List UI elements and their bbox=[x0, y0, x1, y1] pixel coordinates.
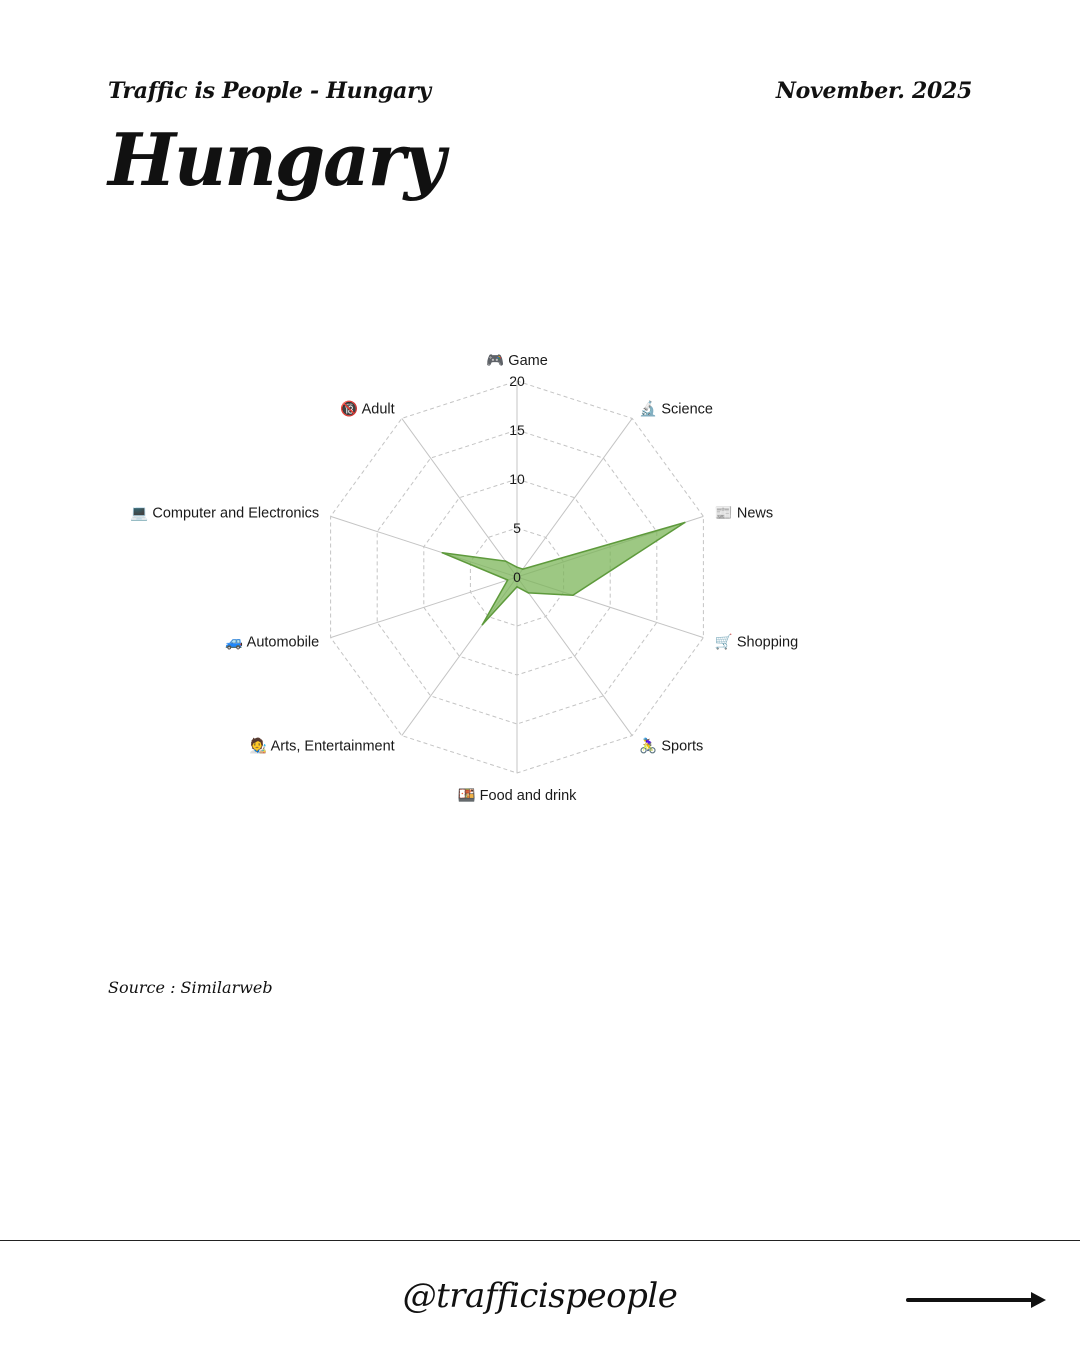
source-note: Source : Similarweb bbox=[108, 978, 273, 997]
page-title: Hungary bbox=[108, 117, 444, 202]
header-series-title: Traffic is People - Hungary bbox=[108, 78, 431, 104]
footer-divider bbox=[0, 1240, 1080, 1241]
data-point bbox=[572, 594, 574, 596]
radial-tick-label: 5 bbox=[513, 520, 521, 536]
axis-label: 🧑‍🎨 Arts, Entertainment bbox=[249, 738, 395, 755]
axis-label: 📰 News bbox=[714, 505, 774, 522]
data-point bbox=[442, 552, 444, 554]
data-point bbox=[507, 579, 509, 581]
axis-label: 🎮 Game bbox=[486, 353, 548, 369]
axis-label: 🚴‍♀️ Sports bbox=[639, 738, 704, 755]
axis-label: 🍱 Food and drink bbox=[457, 788, 577, 804]
radial-tick-label: 10 bbox=[509, 471, 525, 487]
grid-spoke bbox=[517, 577, 632, 736]
data-point bbox=[505, 560, 507, 562]
data-point bbox=[516, 586, 518, 588]
data-point bbox=[516, 566, 518, 568]
header-date: November. 2025 bbox=[775, 78, 972, 104]
arrow-right-icon[interactable] bbox=[905, 1288, 1050, 1312]
data-point bbox=[522, 568, 524, 570]
grid-spoke bbox=[331, 577, 517, 638]
axis-label: 🔞 Adult bbox=[340, 401, 395, 418]
radial-tick-label: 15 bbox=[509, 422, 525, 438]
axis-label: 🚙 Automobile bbox=[225, 634, 320, 651]
grid-spoke bbox=[402, 418, 517, 577]
axis-label: 🛒 Shopping bbox=[714, 634, 799, 651]
social-handle[interactable]: @trafficispeople bbox=[402, 1276, 678, 1316]
series-area bbox=[442, 523, 684, 625]
axis-label: 🔬 Science bbox=[639, 401, 713, 418]
data-point bbox=[684, 522, 686, 524]
data-point bbox=[528, 592, 530, 594]
radial-tick-label: 20 bbox=[509, 373, 525, 389]
axis-label: 💻 Computer and Electronics bbox=[130, 505, 320, 522]
data-point bbox=[482, 624, 484, 626]
radial-tick-label: 0 bbox=[513, 569, 521, 585]
